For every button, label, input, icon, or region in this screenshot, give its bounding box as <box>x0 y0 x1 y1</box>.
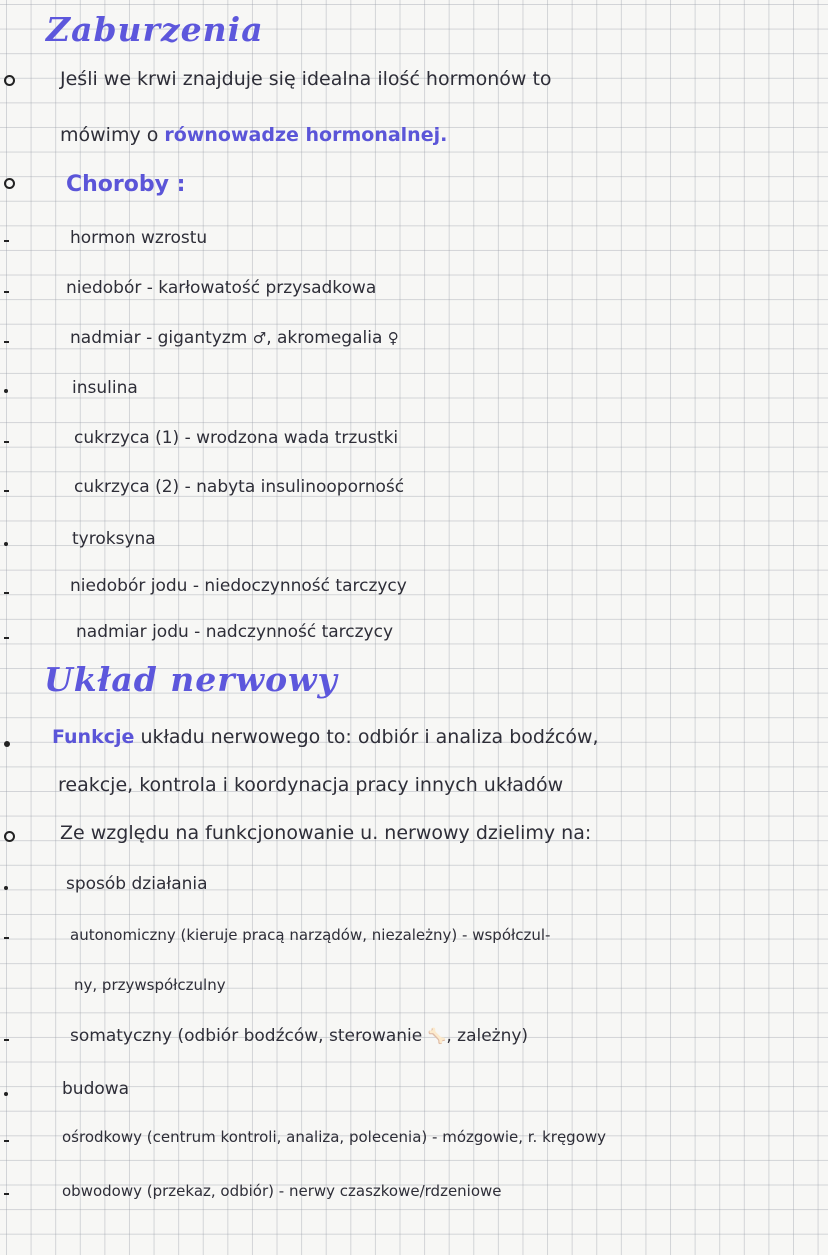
row-cukrzyca-1: cukrzyca (1) - wrodzona wada trzustki <box>74 428 399 448</box>
functions-highlight: Funkcje <box>52 726 135 748</box>
row-autonomiczny: autonomiczny (kieruje pracą narządów, niezależny) - współczul- <box>70 926 551 944</box>
row-cukrzyca-2: cukrzyca (2) - nabyta insulinooporność <box>74 477 405 497</box>
intro-line-1: Jeśli we krwi znajduje się idealna ilość hormonów to <box>60 68 552 90</box>
division-line: Ze względu na funkcjonowanie u. nerwowy dzielimy na: <box>60 822 592 844</box>
functions-text: układu nerwowego to: odbiór i analiza bodźców, <box>140 726 599 748</box>
functions-line-1 <box>52 726 599 748</box>
dash-bullet <box>4 291 9 293</box>
diseases-heading: Choroby : <box>66 172 186 197</box>
row-budowa: budowa <box>62 1079 130 1099</box>
row-obwodowy: obwodowy (przekaz, odbiór) - nerwy czaszkowe/rdzeniowe <box>62 1182 502 1200</box>
intro-highlight: równowadze hormonalnej. <box>164 124 448 146</box>
akromegalia-text: , akromegalia <box>266 328 383 348</box>
section-title-zaburzenia: Zaburzenia <box>46 10 264 49</box>
row-nadmiar-jodu: nadmiar jodu - nadczynność tarczycy <box>76 622 394 642</box>
intro-line-2 <box>60 124 447 146</box>
dash-bullet <box>4 1193 9 1195</box>
row-niedobor-karlowatosc: niedobór - karłowatość przysadkowa <box>66 278 377 298</box>
row-autonomiczny-cont: ny, przywspółczulny <box>74 976 226 994</box>
row-niedobor-jodu: niedobór jodu - niedoczynność tarczycy <box>70 576 407 596</box>
row-osrodkowy: ośrodkowy (centrum kontroli, analiza, polecenia) - mózgowie, r. kręgowy <box>62 1128 607 1146</box>
female-symbol-icon: ♀ <box>387 329 399 347</box>
dot-bullet <box>4 1092 8 1096</box>
dash-bullet <box>4 637 9 639</box>
circle-bullet <box>4 178 15 189</box>
row-insulina: insulina <box>72 378 138 398</box>
row-somatyczny <box>70 1026 528 1046</box>
functions-line-2: reakcje, kontrola i koordynacja pracy innych układów <box>58 774 564 796</box>
dash-bullet <box>4 240 9 242</box>
dash-bullet <box>4 490 9 492</box>
dot-bullet <box>4 886 8 890</box>
row-hormon-wzrostu: hormon wzrostu <box>70 228 208 248</box>
intro-text: mówimy o <box>60 124 159 146</box>
dash-bullet <box>4 1039 9 1041</box>
male-symbol-icon: ♂ <box>252 329 267 347</box>
dot-bullet <box>4 542 8 546</box>
section-title-uklad-nerwowy: Układ nerwowy <box>44 660 338 699</box>
dot-bullet <box>4 389 8 393</box>
dash-bullet <box>4 341 9 343</box>
circle-bullet <box>4 75 15 86</box>
dash-bullet <box>4 592 9 594</box>
gigantyzm-text: nadmiar - gigantyzm <box>70 328 248 348</box>
row-nadmiar-gigantyzm <box>70 328 399 348</box>
somatyczny-end: , zależny) <box>446 1026 529 1046</box>
dash-bullet <box>4 441 9 443</box>
row-sposob-dzialania: sposób działania <box>66 874 208 894</box>
row-tyroksyna: tyroksyna <box>72 529 156 549</box>
dot-bullet <box>4 741 10 747</box>
bone-icon: 🦴 <box>427 1027 447 1045</box>
dash-bullet <box>4 1140 9 1142</box>
somatyczny-text: somatyczny (odbiór bodźców, sterowanie <box>70 1026 423 1046</box>
dash-bullet <box>4 937 9 939</box>
circle-bullet <box>4 831 15 842</box>
